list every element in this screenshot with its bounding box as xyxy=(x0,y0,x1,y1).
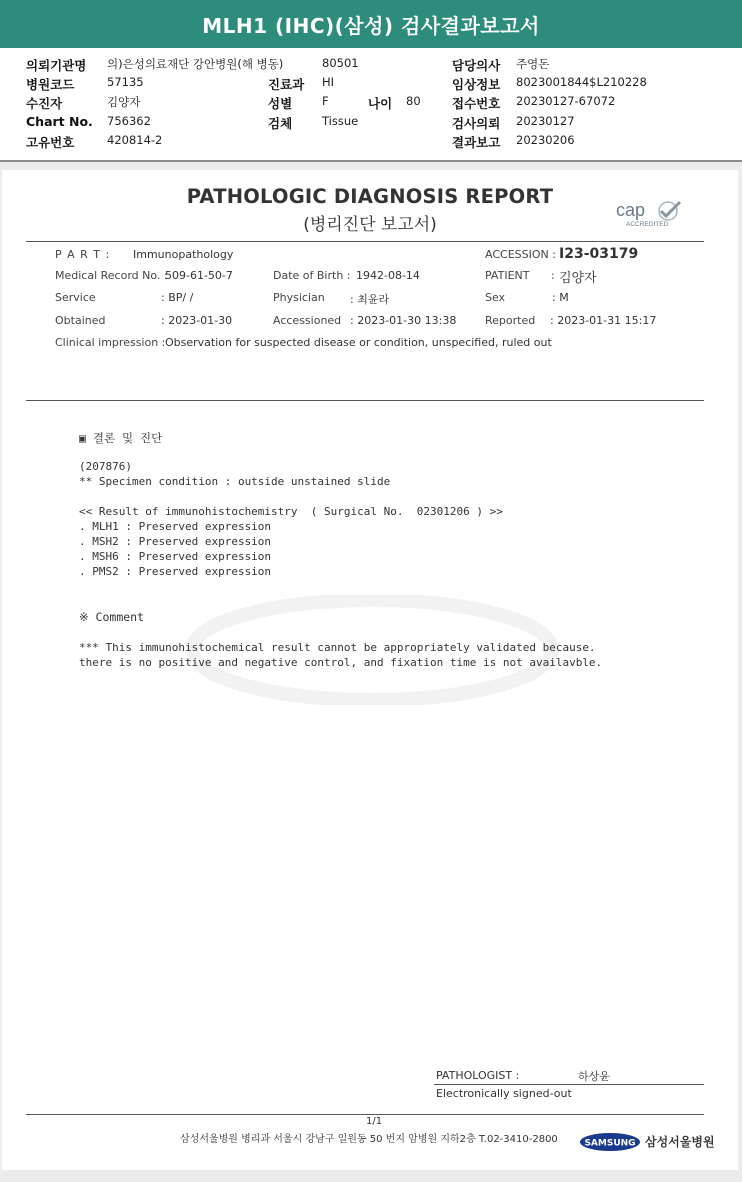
diagnosis-line-3: << Result of immunohistochemistry ( Surgical No. 02301206 ) >> xyxy=(79,505,503,518)
value-institution-code: 80501 xyxy=(322,56,359,70)
pathologist-label: PATHOLOGIST : xyxy=(436,1069,520,1082)
diagnosis-line-msh2: . MSH2 : Preserved expression xyxy=(79,535,272,548)
cap-accredited-text: ACCREDITED xyxy=(626,221,669,228)
value-age: 80 xyxy=(406,94,421,108)
value-hospital-code: 57135 xyxy=(107,75,144,89)
value-gender: F xyxy=(322,94,329,108)
accessioned-label: Accessioned xyxy=(273,314,342,327)
divider-footer xyxy=(26,1114,704,1115)
service-value: : BP/ / xyxy=(161,291,194,304)
report-title-bar xyxy=(0,0,742,48)
accessioned-value: : 2023-01-30 13:38 xyxy=(350,314,457,327)
service-label: Service xyxy=(55,291,96,304)
reported-label: Reported xyxy=(485,314,536,327)
report-title: PATHOLOGIC DIAGNOSIS REPORT xyxy=(186,185,554,208)
comment-heading: ※ Comment xyxy=(79,610,145,624)
clinical-impression-value: Observation for suspected disease or condition, unspecified, ruled out xyxy=(165,336,552,349)
part-label: P A R T : xyxy=(55,248,111,261)
dob-label: Date of Birth : xyxy=(273,269,351,282)
label-hospital-code: 병원코드 xyxy=(26,77,75,92)
page-number: 1/1 xyxy=(366,1116,383,1127)
cap-logo-text: cap xyxy=(616,200,646,220)
part-value: Immunopathology xyxy=(133,248,234,261)
samsung-logo-icon xyxy=(579,1132,641,1152)
physician-label: Physician xyxy=(273,291,325,304)
mrn-label: Medical Record No. : xyxy=(55,269,168,282)
physician-value: : 최윤라 xyxy=(350,293,390,306)
label-attending-physician: 담당의사 xyxy=(452,58,501,73)
dob-value: 1942-08-14 xyxy=(356,269,420,282)
divider-top xyxy=(26,241,704,242)
sex-value: : M xyxy=(552,291,569,304)
value-specimen: Tissue xyxy=(322,114,359,128)
divider-middle xyxy=(26,400,704,401)
sex-label: Sex xyxy=(485,291,506,304)
diagnosis-line-msh6: . MSH6 : Preserved expression xyxy=(79,550,272,563)
mrn-value: 509-61-50-7 xyxy=(165,269,233,282)
reported-value: : 2023-01-31 15:17 xyxy=(550,314,657,327)
pathologist-name: 하상윤 xyxy=(578,1070,610,1083)
report-document xyxy=(2,170,738,1170)
footer-address: 삼성서울병원 병리과 서울시 강남구 일원동 50 번지 암병원 지하2층 T.02-3410-2800 xyxy=(180,1134,558,1145)
comment-line-2: there is no positive and negative control, and fixation time is not availavble. xyxy=(79,656,603,669)
value-clinical-info: 8023001844$L210228 xyxy=(516,75,647,89)
accession-label: ACCESSION : xyxy=(485,248,556,261)
value-chart-no: 756362 xyxy=(107,114,151,128)
diagnosis-line-pms2: . PMS2 : Preserved expression xyxy=(79,565,272,578)
label-patient: 수진자 xyxy=(26,96,63,111)
diagnosis-line-mlh1: . MLH1 : Preserved expression xyxy=(79,520,272,533)
signed-out-text: Electronically signed-out xyxy=(436,1087,572,1100)
value-patient: 김양자 xyxy=(107,95,141,109)
label-requesting-institution: 의뢰기관명 xyxy=(26,58,87,73)
checkmark-icon xyxy=(654,200,682,222)
header-row-4 xyxy=(0,114,742,132)
value-attending-physician: 주영돈 xyxy=(516,57,550,71)
patient-value: 김양자 xyxy=(559,271,597,286)
value-result-report-date: 20230206 xyxy=(516,133,575,147)
label-clinical-info: 임상정보 xyxy=(452,77,501,92)
label-department: 진료과 xyxy=(268,77,305,92)
obtained-value: : 2023-01-30 xyxy=(161,314,233,327)
header-row-2 xyxy=(0,75,742,93)
diagnosis-line-1: (207876) xyxy=(79,460,132,473)
label-chart-no: Chart No. xyxy=(26,114,93,129)
value-unique-number: 420814-2 xyxy=(107,133,163,147)
value-test-request-date: 20230127 xyxy=(516,114,575,128)
accession-value: I23-03179 xyxy=(559,246,639,262)
report-subtitle: (병리진단 보고서) xyxy=(303,215,437,235)
label-age: 나이 xyxy=(368,96,393,111)
title-text: MLH1 (IHC)(삼성) 검사결과보고서 xyxy=(202,13,540,38)
signature-line xyxy=(434,1084,704,1085)
label-receipt-number: 접수번호 xyxy=(452,96,501,111)
patient-label: PATIENT xyxy=(485,269,530,282)
cap-accredited-logo xyxy=(614,200,684,232)
value-department: HI xyxy=(322,75,335,89)
hospital-name: 삼성서울병원 xyxy=(645,1135,715,1149)
label-unique-number: 고유번호 xyxy=(26,135,75,150)
patient-colon: : xyxy=(551,269,555,282)
value-requesting-institution: 의)은성의료재단 강안병원(해 병동) xyxy=(107,57,284,71)
order-info-header xyxy=(0,48,742,162)
obtained-label: Obtained xyxy=(55,314,106,327)
label-gender: 성별 xyxy=(268,96,293,111)
label-result-report-date: 결과보고 xyxy=(452,135,501,150)
header-row-1 xyxy=(0,56,742,74)
value-receipt-number: 20230127-67072 xyxy=(516,94,616,108)
samsung-logo-text: SAMSUNG xyxy=(584,1138,636,1149)
clinical-impression-label: Clinical impression : xyxy=(55,336,166,349)
comment-line-1: *** This immunohistochemical result cannot be appropriately validated because. xyxy=(79,641,596,654)
label-test-request-date: 검사의뢰 xyxy=(452,116,501,131)
diagnosis-line-2: ** Specimen condition : outside unstained slide xyxy=(79,475,391,488)
diagnosis-heading: ▣ 결론 및 진단 xyxy=(79,431,163,445)
header-row-3 xyxy=(0,94,742,112)
label-specimen: 검체 xyxy=(268,116,293,131)
header-row-5 xyxy=(0,133,742,151)
